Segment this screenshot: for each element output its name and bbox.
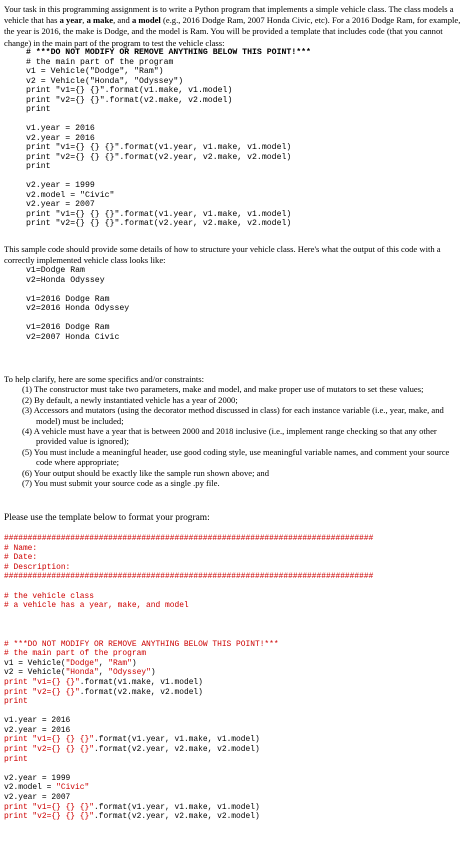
template-code: [4, 534, 470, 822]
keyword-token: print: [4, 812, 33, 822]
intro-model: a model: [131, 15, 161, 26]
code-token: ,: [98, 658, 109, 668]
string-token: "v2={} {}": [32, 687, 80, 697]
constraint-item: (2) By default, a newly instantiated vehicle has a year of 2000;: [22, 394, 238, 405]
intro-text-1: Your task in this programming assignment is to write a Python program that implements a simple vehicle class. The class models a vehicle that has: [4, 4, 454, 26]
header-date: # Date:: [4, 553, 38, 563]
code-token: v2.year = 2016: [4, 725, 71, 735]
constraint-item: (7) You must submit your source code as a single .py file.: [22, 478, 220, 489]
string-token: "v1={} {} {}": [32, 735, 94, 745]
code-token: .format(v1.year, v1.make, v1.model): [93, 735, 260, 745]
string-token: "v2={} {} {}": [32, 812, 94, 822]
code-token: ): [150, 668, 156, 678]
header-name: # Name:: [4, 543, 38, 553]
intro-year: a year: [59, 15, 83, 26]
keyword-token: print: [4, 735, 33, 745]
intro-sep-2: , and: [113, 15, 132, 26]
code-token: v2 = Vehicle(: [4, 668, 66, 678]
constraint-item: (6) Your output should be exactly like the sample run shown above; and: [22, 467, 270, 478]
code-token: ): [131, 658, 137, 668]
code-token: v2.year = 1999: [4, 773, 71, 783]
main-program-code: [26, 48, 466, 229]
constraint-item: (5) You must include a meaningful header, use good coding style, use meaningful variable names, and comment your source code where appropriate;: [22, 446, 450, 468]
template-warning: # ***DO NOT MODIFY OR REMOVE ANYTHING BELOW THIS POINT!***: [4, 639, 279, 649]
main-comment: # the main part of the program: [4, 649, 147, 659]
string-token: "Honda": [65, 668, 99, 678]
intro-sep-1: ,: [82, 15, 87, 26]
constraint-item: (1) The constructor must take two parameters, make and model, and make proper use of mutators to set these values;: [22, 384, 424, 395]
keyword-token: print: [4, 687, 33, 697]
class-comment: # a vehicle has a year, make, and model: [4, 601, 189, 611]
code-token: .format(v1.make, v1.model): [79, 677, 203, 687]
do-not-modify-warning: # ***DO NOT MODIFY OR REMOVE ANYTHING BELOW THIS POINT!***: [26, 48, 311, 57]
hash-line: ##############################################################################: [4, 572, 374, 582]
string-token: "Civic": [56, 783, 90, 793]
keyword-token: print: [4, 754, 28, 764]
code-token: v1 = Vehicle(: [4, 658, 66, 668]
intro-text-2: (e.g., 2016 Dodge Ram, 2007 Honda Civic, etc). For a 2016 Dodge Ram, for example, the year is 2016, the make is Dodge, and the model is Ram. You will be provided a template that includes code (that you cannot change) in the main part of the program to test the vehicle class:: [4, 15, 461, 48]
header-description: # Description:: [4, 562, 71, 572]
keyword-token: print: [4, 802, 33, 812]
string-token: "v1={} {} {}": [32, 802, 94, 812]
constraints-heading: To help clarify, here are some specifics and/or constraints:: [4, 374, 205, 384]
hash-line: ##############################################################################: [4, 534, 374, 543]
string-token: "Dodge": [65, 658, 99, 668]
code-token: v1.year = 2016: [4, 716, 71, 726]
keyword-token: print: [4, 677, 33, 687]
code-token: v2.model =: [4, 783, 57, 793]
keyword-token: print: [4, 697, 28, 707]
class-comment: # the vehicle class: [4, 591, 94, 601]
sample-output: v1=Dodge Ram v2=Honda Odyssey v1=2016 Dodge Ram v2=2016 Honda Odyssey v1=2016 Dodge Ram v2=2007 Honda Civic: [26, 266, 130, 342]
code-token: .format(v1.year, v1.make, v1.model): [93, 802, 260, 812]
code-token: .format(v2.year, v2.make, v2.model): [93, 812, 260, 822]
main-code-lines: # the main part of the program v1 = Vehicle("Dodge", "Ram") v2 = Vehicle("Honda", "Odyssey") print "v1={} {}".format(v1.make, v1.model) print "v2={} {}".format(v2.make, v2.model) print v1.year = 2016 v2.year = 2016 print "v1={} {} {}".format(v1.year, v1.make, v1.model) print "v2={} {} {}".format(v2.year, v2.make, v2.model) print v2.year = 1999 v2.model = "Civic" v2.year = 2007 print "v1={} {} {}".format(v1.year, v1.make, v1.model) print "v2={} {} {}".format(v2.year, v2.make, v2.model): [26, 57, 292, 228]
code-token: ,: [98, 668, 109, 678]
string-token: "v1={} {}": [32, 677, 80, 687]
keyword-token: print: [4, 745, 33, 755]
code-token: .format(v2.year, v2.make, v2.model): [93, 745, 260, 755]
constraints-list: [4, 384, 460, 488]
constraints-section: [4, 374, 460, 488]
code-token: .format(v2.make, v2.model): [79, 687, 203, 697]
sample-output-intro: This sample code should provide some details of how to structure your vehicle class. Here's what the output of this code with a correctly implemented vehicle class looks like:: [4, 244, 441, 265]
constraint-item: (4) A vehicle must have a year that is between 2000 and 2018 inclusive (i.e., implement range checking so that any other provided value is ignored);: [22, 426, 437, 447]
string-token: "v2={} {} {}": [32, 745, 94, 755]
intro-make: a make: [86, 15, 114, 26]
string-token: "Odyssey": [108, 668, 151, 678]
string-token: "Ram": [108, 658, 132, 668]
code-token: v2.year = 2007: [4, 793, 71, 803]
intro-paragraph: [4, 4, 462, 49]
constraint-item: (3) Accessors and mutators (using the decorator method discussed in class) for each instance variable (i.e., year, make, and model) must be included;: [22, 405, 444, 426]
template-intro: Please use the template below to format your program:: [4, 513, 210, 523]
